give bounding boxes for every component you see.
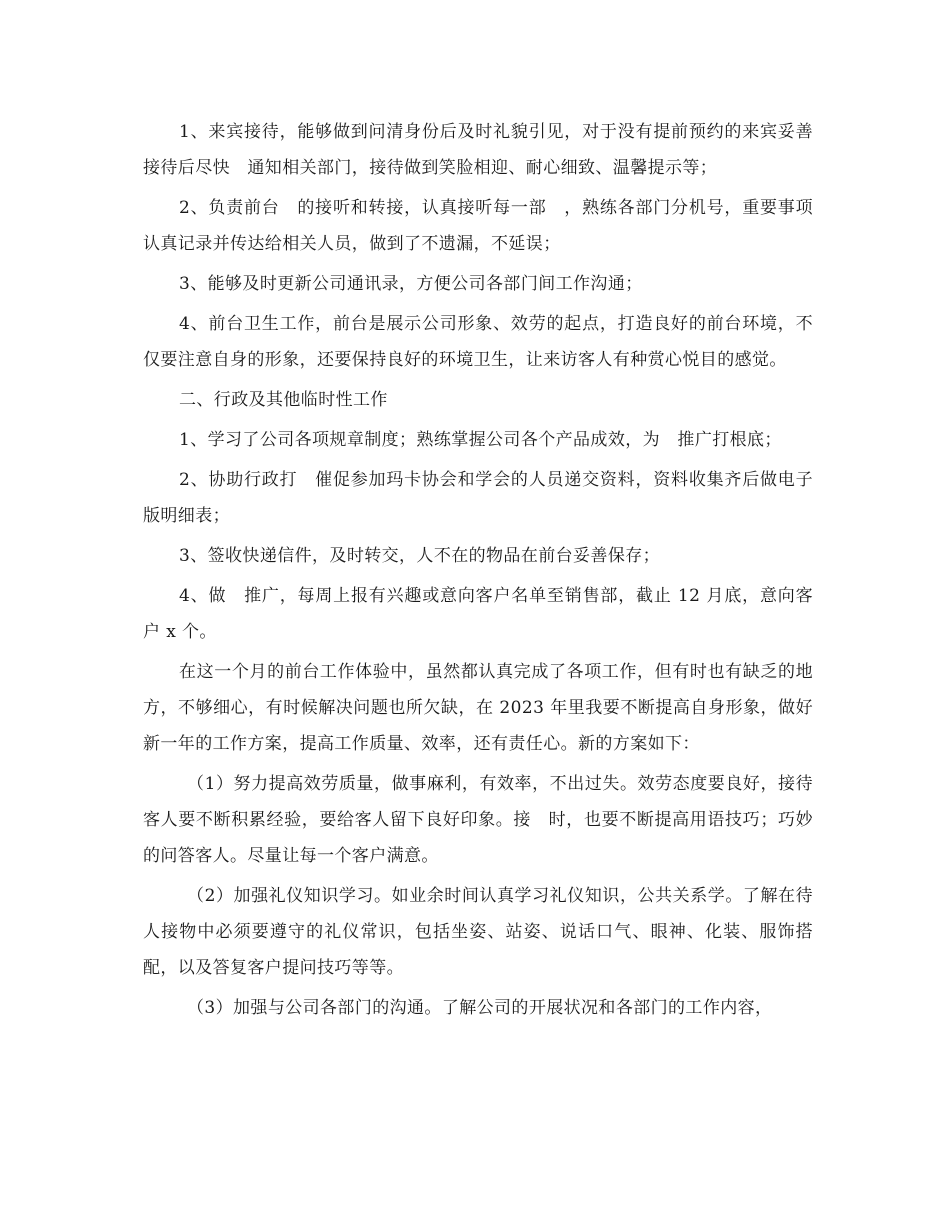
paragraph-mail: 3、签收快递信件，及时转交，人不在的物品在前台妥善保存； — [179, 546, 661, 566]
section-heading-admin: 二、行政及其他临时性工作 — [179, 390, 388, 410]
paragraph-plan-2: （2）加强礼仪知识学习。如业余时间认真学习礼仪知识，公共关系学。了解在待人接物中必须要遵守的礼仪常识，包括坐姿、站姿、说话口气、眼神、化装、服饰搭配，以及答复客户提问技巧等等。 — [143, 886, 813, 978]
document-body — [143, 114, 813, 1030]
paragraph-plan-3: （3）加强与公司各部门的沟通。了解公司的开展状况和各部门的工作内容， — [187, 998, 773, 1018]
paragraph-plan-1: （1）努力提高效劳质量，做事麻利，有效率，不出过失。效劳态度要良好，接待客人要不断积累经验，要给客人留下良好印象。接 时，也要不断提高用语技巧；巧妙的问答客人。尽量让每一个客户满意。 — [143, 774, 813, 866]
paragraph-reception: 1、来宾接待，能够做到问清身份后及时礼貌引见，对于没有提前预约的来宾妥善接待后尽快 通知相关部门，接待做到笑脸相迎、耐心细致、温馨提示等； — [143, 122, 813, 178]
paragraph-promotion: 4、做 推广，每周上报有兴趣或意向客户名单至销售部，截止 12 月底，意向客户 x 个。 — [143, 586, 813, 642]
paragraph-phone: 2、负责前台 的接听和转接，认真接听每一部 ，熟练各部门分机号，重要事项认真记录并传达给相关人员，做到了不遗漏，不延误； — [143, 198, 813, 254]
paragraph-summary: 在这一个月的前台工作体验中，虽然都认真完成了各项工作，但有时也有缺乏的地方，不够细心，有时候解决问题也所欠缺，在 2023 年里我要不断提高自身形象，做好新一年的工作方案，提高工作质量、效率，还有责任心。新的方案如下： — [143, 662, 813, 754]
paragraph-hygiene: 4、前台卫生工作，前台是展示公司形象、效劳的起点，打造良好的前台环境，不仅要注意自身的形象，还要保持良好的环境卫生，让来访客人有种赏心悦目的感觉。 — [143, 314, 813, 370]
paragraph-assist-admin: 2、协助行政打 催促参加玛卡协会和学会的人员递交资料，资料收集齐后做电子版明细表； — [143, 470, 813, 526]
paragraph-rules: 1、学习了公司各项规章制度；熟练掌握公司各个产品成效，为 推广打根底； — [179, 430, 782, 450]
paragraph-directory: 3、能够及时更新公司通讯录，方便公司各部门间工作沟通； — [179, 274, 643, 294]
